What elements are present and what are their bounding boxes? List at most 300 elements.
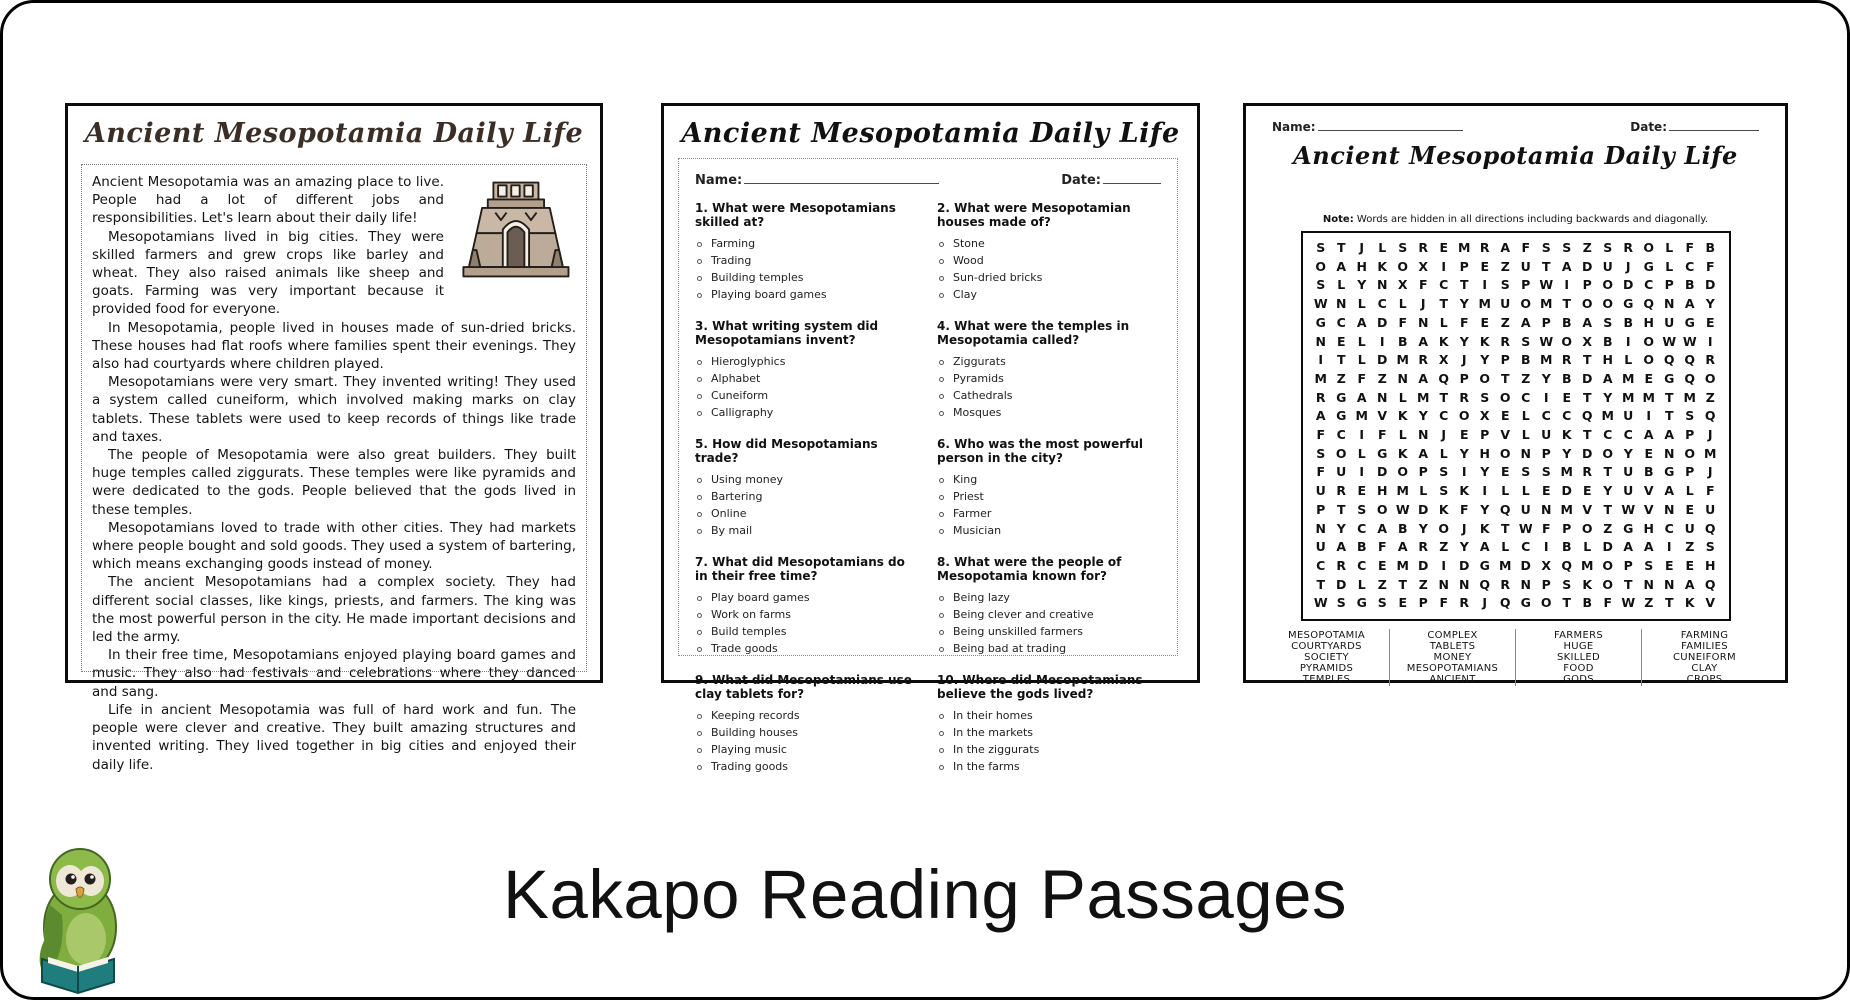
option-label: Building temples xyxy=(711,271,804,284)
grid-letter: J xyxy=(1707,427,1713,443)
grid-letter: R xyxy=(1459,389,1470,405)
grid-letter: Y xyxy=(1480,352,1490,368)
option-bullet-icon xyxy=(939,731,944,736)
grid-letter: B xyxy=(1623,314,1634,330)
option-label: Playing board games xyxy=(711,288,827,301)
question-block xyxy=(695,542,919,660)
grid-letter: Q xyxy=(1704,408,1716,424)
grid-letter: K xyxy=(1397,445,1408,461)
word-list-item: HUGE xyxy=(1563,641,1594,652)
grid-letter: D xyxy=(1377,314,1388,330)
answer-option xyxy=(695,761,919,774)
grid-letter: Y xyxy=(1459,296,1469,312)
grid-letter: Z xyxy=(1418,576,1428,592)
option-bullet-icon xyxy=(939,259,944,264)
grid-letter: S xyxy=(1644,557,1654,573)
option-label: Sun-dried bricks xyxy=(953,271,1043,284)
grid-letter: J xyxy=(1461,352,1467,368)
grid-letter: M xyxy=(1417,389,1430,405)
grid-letter: X xyxy=(1541,557,1552,573)
grid-letter: Z xyxy=(1521,370,1531,386)
question-block xyxy=(695,188,919,306)
grid-letter: N xyxy=(1520,576,1531,592)
grid-letter: G xyxy=(1377,445,1388,461)
answer-option xyxy=(695,289,919,302)
grid-letter: D xyxy=(1459,557,1470,573)
grid-letter: O xyxy=(1581,296,1593,312)
option-bullet-icon xyxy=(697,495,702,500)
grid-letter: R xyxy=(1336,557,1347,573)
grid-letter: E xyxy=(1480,258,1490,274)
answer-option xyxy=(937,373,1161,386)
grid-letter: G xyxy=(1336,389,1347,405)
grid-letter: I xyxy=(1441,557,1447,573)
grid-letter: O xyxy=(1520,296,1532,312)
option-bullet-icon xyxy=(697,529,702,534)
grid-letter: S xyxy=(1562,240,1572,256)
grid-letter: Z xyxy=(1685,539,1695,555)
option-bullet-icon xyxy=(939,394,944,399)
grid-letter: U xyxy=(1664,314,1675,330)
grid-letter: K xyxy=(1479,333,1490,349)
grid-letter: T xyxy=(1603,464,1613,480)
grid-letter: Y xyxy=(1623,445,1633,461)
grid-letter: C xyxy=(1316,557,1326,573)
grid-letter: Q xyxy=(1704,520,1716,536)
answer-option xyxy=(695,491,919,504)
option-bullet-icon xyxy=(697,748,702,753)
grid-letter: F xyxy=(1316,427,1326,443)
grid-letter: C xyxy=(1521,389,1531,405)
option-label: Hieroglyphics xyxy=(711,355,786,368)
grid-letter: H xyxy=(1377,483,1388,499)
grid-letter: C xyxy=(1357,557,1367,573)
grid-letter: A xyxy=(1336,258,1347,274)
answer-option xyxy=(937,643,1161,656)
grid-letter: A xyxy=(1315,408,1326,424)
grid-letter: T xyxy=(1336,240,1346,256)
grid-letter: K xyxy=(1438,501,1449,517)
grid-letter: U xyxy=(1705,501,1716,517)
option-bullet-icon xyxy=(939,276,944,281)
grid-letter: O xyxy=(1376,501,1388,517)
grid-letter: A xyxy=(1602,370,1613,386)
grid-letter: B xyxy=(1582,595,1593,611)
answer-option xyxy=(695,356,919,369)
option-label: Trade goods xyxy=(711,642,778,655)
option-label: Ziggurats xyxy=(953,355,1006,368)
answer-option xyxy=(937,238,1161,251)
grid-letter: R xyxy=(1500,333,1511,349)
grid-letter: M xyxy=(1683,389,1696,405)
grid-letter: L xyxy=(1357,333,1366,349)
grid-letter: Y xyxy=(1336,520,1346,536)
grid-letter: O xyxy=(1479,370,1491,386)
grid-letter: V xyxy=(1377,408,1388,424)
word-list-item: FARMERS xyxy=(1554,630,1603,641)
grid-letter: A xyxy=(1561,258,1572,274)
grid-letter: I xyxy=(1543,389,1549,405)
grid-letter: D xyxy=(1602,539,1613,555)
grid-letter: S xyxy=(1521,464,1531,480)
date-label: Date: xyxy=(1061,173,1101,188)
answer-option xyxy=(937,390,1161,403)
question-text: 8. What were the people of Mesopotamia known for? xyxy=(937,555,1122,583)
option-bullet-icon xyxy=(697,360,702,365)
grid-letter: Z xyxy=(1582,240,1592,256)
name-field xyxy=(695,169,939,188)
grid-letter: R xyxy=(1459,595,1470,611)
grid-letter: A xyxy=(1418,333,1429,349)
grid-letter: I xyxy=(1359,464,1365,480)
grid-letter: M xyxy=(1601,408,1614,424)
grid-letter: P xyxy=(1459,258,1469,274)
question-block xyxy=(937,660,1161,778)
grid-letter: L xyxy=(1357,576,1366,592)
word-list-item: COURTYARDS xyxy=(1291,641,1362,652)
grid-letter: S xyxy=(1336,595,1346,611)
grid-letter: P xyxy=(1541,445,1551,461)
word-list-item: TABLETS xyxy=(1429,641,1476,652)
grid-letter: A xyxy=(1643,427,1654,443)
grid-letter: A xyxy=(1582,314,1593,330)
grid-letter: T xyxy=(1336,352,1346,368)
grid-letter: H xyxy=(1479,445,1490,461)
grid-letter: S xyxy=(1398,240,1408,256)
grid-letter: Y xyxy=(1459,539,1469,555)
answer-option xyxy=(937,710,1161,723)
grid-letter: D xyxy=(1377,464,1388,480)
name-date-row xyxy=(695,169,1161,188)
grid-letter: E xyxy=(1398,595,1408,611)
grid-letter: Y xyxy=(1541,370,1551,386)
grid-letter: N xyxy=(1664,445,1675,461)
grid-letter: O xyxy=(1561,333,1573,349)
word-list-item: GODS xyxy=(1563,674,1594,685)
grid-letter: B xyxy=(1520,352,1531,368)
grid-letter: A xyxy=(1336,539,1347,555)
word-list-item: FARMING xyxy=(1680,630,1729,641)
option-label: Farming xyxy=(711,237,756,250)
option-bullet-icon xyxy=(697,647,702,652)
grid-letter: J xyxy=(1441,427,1447,443)
answer-option xyxy=(695,727,919,740)
grid-letter: S xyxy=(1541,240,1551,256)
grid-letter: Q xyxy=(1438,370,1450,386)
grid-letter: P xyxy=(1582,277,1592,293)
option-label: King xyxy=(953,473,978,486)
option-label: Wood xyxy=(953,254,984,267)
brand-title: Kakapo Reading Passages xyxy=(503,856,1347,933)
grid-letter: S xyxy=(1316,240,1326,256)
grid-letter: T xyxy=(1562,296,1572,312)
grid-letter: B xyxy=(1684,277,1695,293)
answer-option xyxy=(937,525,1161,538)
grid-letter: Z xyxy=(1500,314,1510,330)
grid-letter: W xyxy=(1539,333,1554,349)
grid-letter: S xyxy=(1377,595,1387,611)
option-bullet-icon xyxy=(939,377,944,382)
grid-letter: N xyxy=(1664,501,1675,517)
grid-letter: C xyxy=(1336,314,1346,330)
grid-letter: X xyxy=(1397,277,1408,293)
grid-letter: O xyxy=(1704,370,1716,386)
grid-letter: N xyxy=(1336,296,1347,312)
grid-letter: L xyxy=(1419,483,1428,499)
grid-letter: G xyxy=(1623,520,1634,536)
option-label: Trading xyxy=(711,254,752,267)
grid-letter: Z xyxy=(1336,370,1346,386)
grid-letter: O xyxy=(1397,258,1409,274)
option-label: Bartering xyxy=(711,490,763,503)
grid-letter: Q xyxy=(1479,576,1491,592)
grid-letter: L xyxy=(1378,240,1387,256)
grid-letter: K xyxy=(1438,333,1449,349)
option-label: By mail xyxy=(711,524,753,537)
grid-letter: N xyxy=(1643,576,1654,592)
grid-letter: C xyxy=(1377,296,1387,312)
grid-letter: D xyxy=(1582,258,1593,274)
grid-letter: Q xyxy=(1684,352,1696,368)
grid-letter: P xyxy=(1521,277,1531,293)
grid-letter: N xyxy=(1377,389,1388,405)
grid-letter: L xyxy=(1357,445,1366,461)
grid-letter: P xyxy=(1623,557,1633,573)
question-block xyxy=(937,306,1161,424)
grid-letter: N xyxy=(1438,576,1449,592)
grid-letter: Q xyxy=(1704,576,1716,592)
ziggurat-illustration xyxy=(454,173,576,285)
grid-letter: T xyxy=(1439,296,1449,312)
option-label: Using money xyxy=(711,473,783,486)
option-bullet-icon xyxy=(939,714,944,719)
grid-letter: T xyxy=(1664,389,1674,405)
name-write-line xyxy=(744,181,939,184)
passage-paragraph: Ancient Mesopotamia was an amazing place to live. People had a lot of different jobs and responsibilities. Let's learn about their daily life! xyxy=(92,174,444,227)
passage-paragraph: Mesopotamians lived in big cities. They were skilled farmers and grew crops like barley and wheat. They also raised animals like sheep and goats. Farming was very important because it provided food for everyone. xyxy=(92,228,444,318)
answer-option xyxy=(695,238,919,251)
grid-letter: Y xyxy=(1357,277,1367,293)
option-label: Cathedrals xyxy=(953,389,1013,402)
date-label: Date: xyxy=(1630,120,1667,134)
word-list-column xyxy=(1515,629,1641,686)
option-bullet-icon xyxy=(697,394,702,399)
grid-letter: I xyxy=(1625,333,1631,349)
option-bullet-icon xyxy=(939,242,944,247)
grid-letter: P xyxy=(1685,464,1695,480)
grid-letter: K xyxy=(1479,520,1490,536)
grid-letter: U xyxy=(1623,408,1634,424)
grid-letter: E xyxy=(1377,557,1387,573)
answer-option xyxy=(937,744,1161,757)
grid-letter: A xyxy=(1623,539,1634,555)
question-text: 7. What did Mesopotamians do in their free time? xyxy=(695,555,905,583)
answer-option xyxy=(937,356,1161,369)
reading-passage-page xyxy=(65,103,603,773)
questions-grid xyxy=(695,188,1161,778)
grid-letter: Q xyxy=(1643,296,1655,312)
option-bullet-icon xyxy=(697,478,702,483)
grid-letter: N xyxy=(1520,445,1531,461)
grid-letter: L xyxy=(1357,352,1366,368)
grid-letter: C xyxy=(1603,427,1613,443)
option-label: Work on farms xyxy=(711,608,791,621)
grid-letter: E xyxy=(1541,483,1551,499)
passage-paragraph: Mesopotamians loved to trade with other cities. They had markets where people bought and sold goods. They used a system of bartering, which means exchanging goods instead of money. xyxy=(92,519,576,573)
grid-letter: U xyxy=(1684,520,1695,536)
grid-letter: C xyxy=(1336,427,1346,443)
page-title: Ancient Mesopotamia Daily Life xyxy=(681,118,1180,149)
grid-letter: A xyxy=(1418,445,1429,461)
option-label: Priest xyxy=(953,490,984,503)
grid-letter: I xyxy=(1707,333,1713,349)
grid-letter: G xyxy=(1664,370,1675,386)
grid-letter: S xyxy=(1439,464,1449,480)
grid-letter: W xyxy=(1621,501,1636,517)
grid-letter: U xyxy=(1520,258,1531,274)
date-write-line xyxy=(1669,128,1759,131)
grid-letter: S xyxy=(1603,314,1613,330)
grid-letter: Q xyxy=(1581,408,1593,424)
date-write-line xyxy=(1103,181,1161,184)
grid-letter: Y xyxy=(1459,445,1469,461)
grid-letter: M xyxy=(1540,296,1553,312)
grid-letter: W xyxy=(1621,595,1636,611)
question-text: 6. Who was the most powerful person in the city? xyxy=(937,437,1144,465)
option-bullet-icon xyxy=(939,478,944,483)
word-list xyxy=(1264,629,1767,686)
grid-letter: S xyxy=(1685,408,1695,424)
note-line xyxy=(1246,214,1785,225)
grid-letter: T xyxy=(1603,501,1613,517)
option-bullet-icon xyxy=(939,495,944,500)
passage-box xyxy=(81,164,587,773)
grid-letter: M xyxy=(1314,370,1327,386)
option-label: Calligraphy xyxy=(711,406,774,419)
grid-letter: O xyxy=(1602,576,1614,592)
grid-letter: T xyxy=(1664,595,1674,611)
grid-letter: R xyxy=(1479,240,1490,256)
grid-letter: M xyxy=(1704,445,1717,461)
grid-letter: E xyxy=(1439,240,1449,256)
grid-letter: O xyxy=(1458,408,1470,424)
grid-letter: W xyxy=(1313,595,1328,611)
grid-letter: N xyxy=(1397,370,1408,386)
grid-letter: K xyxy=(1377,258,1388,274)
grid-letter: F xyxy=(1418,277,1428,293)
grid-letter: Z xyxy=(1603,520,1613,536)
grid-letter: W xyxy=(1518,520,1533,536)
grid-letter: S xyxy=(1439,483,1449,499)
option-bullet-icon xyxy=(939,596,944,601)
grid-letter: I xyxy=(1543,539,1549,555)
answer-option xyxy=(695,592,919,605)
grid-letter: T xyxy=(1398,576,1408,592)
grid-letter: Y xyxy=(1459,333,1469,349)
grid-letter: X xyxy=(1582,333,1593,349)
grid-letter: S xyxy=(1316,277,1326,293)
option-label: Farmer xyxy=(953,507,992,520)
grid-letter: P xyxy=(1562,520,1572,536)
grid-letter: L xyxy=(1501,539,1510,555)
grid-letter: N xyxy=(1459,576,1470,592)
grid-letter: O xyxy=(1438,520,1450,536)
question-block xyxy=(937,542,1161,660)
passage-paragraph: Mesopotamians were very smart. They invented writing! They used a system called cuneiform, which involved making marks on clay tablets. These tablets were used to keep records of things like trade and taxes. xyxy=(92,374,576,445)
option-bullet-icon xyxy=(939,613,944,618)
grid-letter: E xyxy=(1685,501,1695,517)
grid-letter: R xyxy=(1705,352,1716,368)
grid-letter: W xyxy=(1395,501,1410,517)
grid-letter: F xyxy=(1541,520,1551,536)
word-list-item: MONEY xyxy=(1433,652,1472,663)
question-text: 1. What were Mesopotamians skilled at? xyxy=(695,201,896,229)
grid-letter: V xyxy=(1643,483,1654,499)
grid-letter: N xyxy=(1377,277,1388,293)
grid-letter: A xyxy=(1356,314,1367,330)
option-label: Alphabet xyxy=(711,372,761,385)
grid-letter: G xyxy=(1643,258,1654,274)
grid-letter: S xyxy=(1357,501,1367,517)
grid-letter: R xyxy=(1315,389,1326,405)
grid-letter: C xyxy=(1685,258,1695,274)
question-block xyxy=(695,424,919,542)
comprehension-questions-page xyxy=(661,103,1200,773)
grid-letter: Z xyxy=(1439,539,1449,555)
grid-letter: S xyxy=(1480,389,1490,405)
option-label: Cuneiform xyxy=(711,389,769,402)
grid-letter: G xyxy=(1315,314,1326,330)
word-list-item: ANCIENT xyxy=(1429,674,1476,685)
grid-letter: G xyxy=(1520,595,1531,611)
grid-letter: G xyxy=(1479,557,1490,573)
grid-letter: S xyxy=(1541,464,1551,480)
grid-letter: D xyxy=(1561,483,1572,499)
grid-letter: P xyxy=(1459,370,1469,386)
grid-letter: T xyxy=(1623,576,1633,592)
option-bullet-icon xyxy=(697,512,702,517)
word-search-grid xyxy=(1301,231,1731,621)
grid-letter: D xyxy=(1582,370,1593,386)
word-list-item: MESOPOTAMIA xyxy=(1288,630,1365,641)
grid-letter: P xyxy=(1418,464,1428,480)
grid-letter: E xyxy=(1480,314,1490,330)
passage-paragraph: In Mesopotamia, people lived in houses made of sun-dried bricks. These houses had flat roofs where families spent their evenings. They also had courtyards where children played. xyxy=(92,319,576,373)
grid-letter: D xyxy=(1623,277,1634,293)
word-list-item: SKILLED xyxy=(1556,652,1601,663)
option-label: Trading goods xyxy=(711,760,789,773)
word-list-column xyxy=(1641,629,1767,686)
grid-letter: L xyxy=(1398,389,1407,405)
grid-letter: X xyxy=(1479,408,1490,424)
word-list-item: FAMILIES xyxy=(1681,641,1728,652)
grid-letter: F xyxy=(1521,240,1531,256)
grid-letter: T xyxy=(1541,258,1551,274)
grid-letter: P xyxy=(1541,314,1551,330)
grid-letter: Y xyxy=(1418,408,1428,424)
grid-letter: U xyxy=(1623,464,1634,480)
date-field xyxy=(1061,169,1161,188)
grid-letter: S xyxy=(1562,576,1572,592)
grid-letter: O xyxy=(1602,557,1614,573)
grid-letter: G xyxy=(1336,408,1347,424)
grid-letter: X xyxy=(1438,352,1449,368)
answer-option xyxy=(695,609,919,622)
grid-letter: N xyxy=(1418,427,1429,443)
grid-letter: W xyxy=(1539,277,1554,293)
grid-letter: E xyxy=(1459,427,1469,443)
grid-letter: J xyxy=(1461,520,1467,536)
